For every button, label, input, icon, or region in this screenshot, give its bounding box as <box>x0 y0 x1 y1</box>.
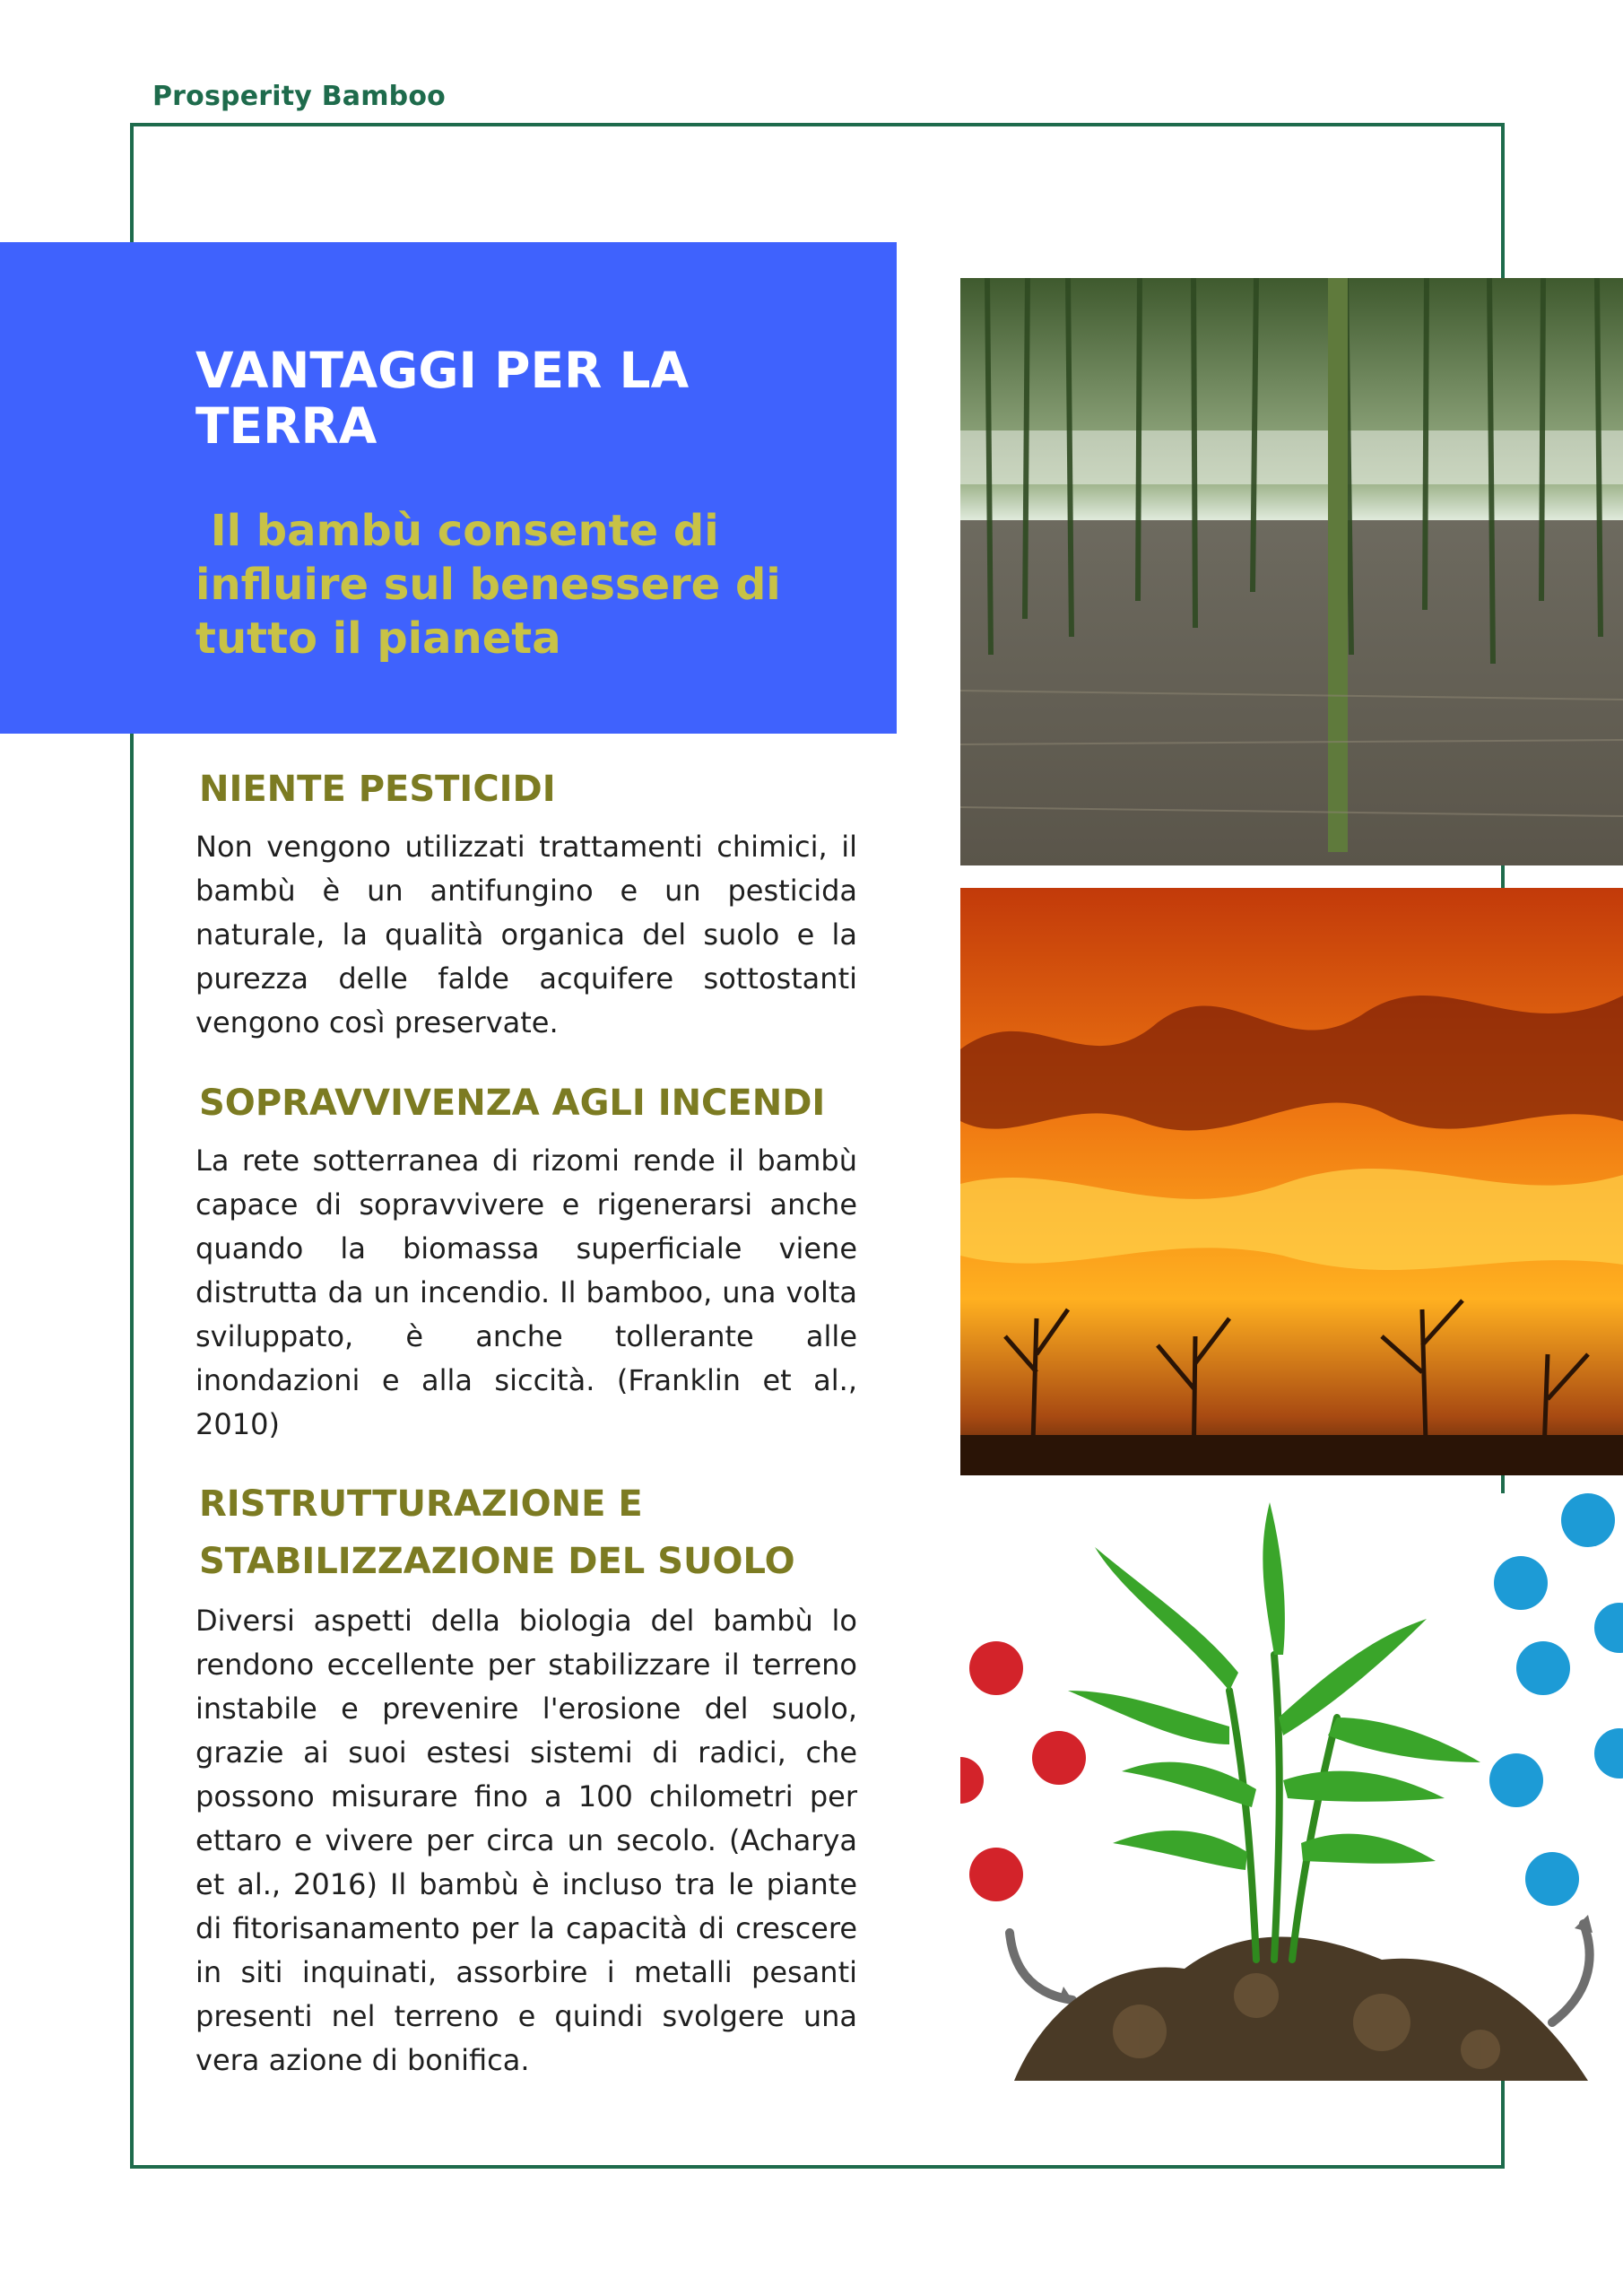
section-body-fire: La rete sotterranea di rizomi rende il bambù capace di sopravvivere e rigenerarsi anche quando la biomassa superficiale viene distrutta da un incendio. Il bamboo, una volta sviluppato, è anche tollerante alle inondazioni e alla siccità. (Franklin et al., 2010) <box>195 1144 876 1441</box>
brand-name: Prosperity Bamboo <box>152 81 446 112</box>
bamboo-forest-photo <box>960 278 1623 865</box>
section-heading-soil: RISTRUTTURAZIONE E STABILIZZAZIONE DEL SUOLO <box>199 1483 795 1582</box>
section-heading-fire: SOPRAVVIVENZA AGLI INCENDI <box>199 1083 826 1124</box>
page-subtitle: Il bambù consente di influire sul benessere di tutto il pianeta <box>195 506 796 664</box>
section-body-pesticides: Non vengono utilizzati trattamenti chimici, il bambù è un antifungino e un pesticida naturale, la qualità organica del suolo e la purezza delle falde acquifere sottostanti vengono così preservate. <box>195 830 867 1039</box>
section-body-soil: Diversi aspetti della biologia del bambù lo rendono eccellente per stabilizzare il terreno instabile e prevenire l'erosione del suolo, grazie ai suoi estesi sistemi di radici, che possono misurare fino a 100 chilometri per ettaro e vivere per circa un secolo. (Acharya et al., 2016) Il bambù è incluso tra le piante di fitorisanamento per la capacità di crescere in siti inquinati, assorbire i metalli pesanti presenti nel terreno e quindi svolgere una vera azione di bonifica. <box>195 1604 867 2077</box>
hero-banner <box>0 242 897 734</box>
bamboo-soil-illustration <box>960 1493 1623 2081</box>
wildfire-photo <box>960 888 1623 1475</box>
page-title: VANTAGGI PER LA TERRA <box>195 342 690 455</box>
section-heading-pesticides: NIENTE PESTICIDI <box>199 769 556 810</box>
